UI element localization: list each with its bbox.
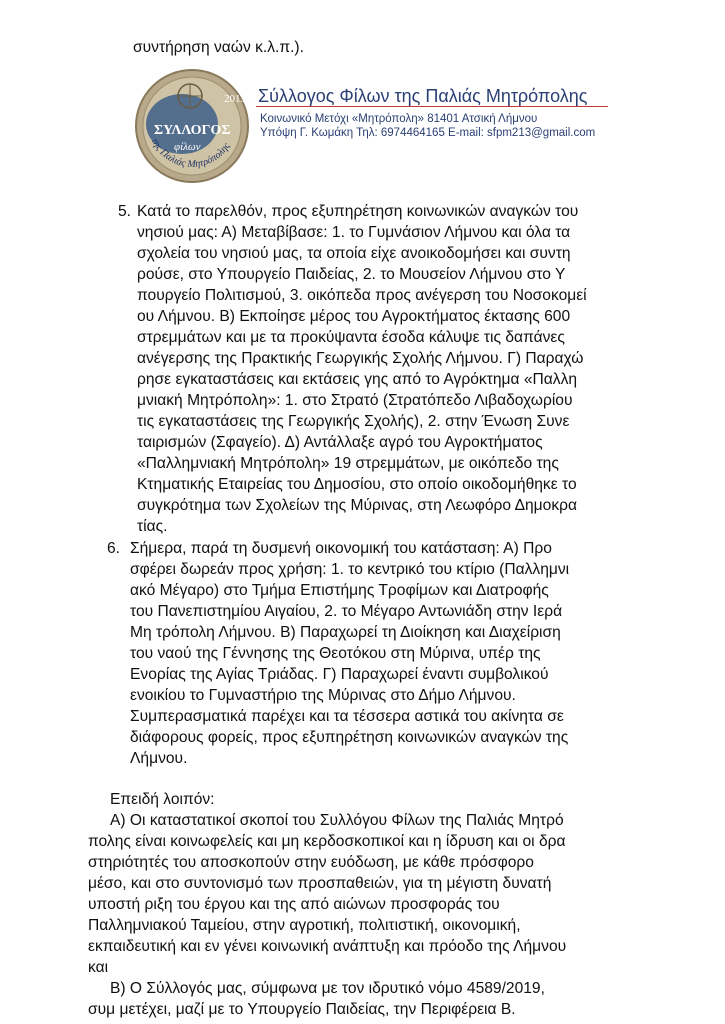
since-heading: Επειδή λοιπόν: [110,791,215,808]
item-5-line: ανέγερσης της Πρακτικής Γεωργικής Σχολής Λήμνου. Γ) Παραχώ [137,350,584,367]
association-seal-icon [132,66,252,186]
item-5-line: νησιού μας: Α) Μεταβίβασε: 1. το Γυμνάσιον Λήμνου και όλα τα [137,224,571,241]
item-5-line: «Παλλημνιακή Μητρόπολη» 19 στρεμμάτων, με οικόπεδο της [137,455,559,472]
seal-year: 2013 [224,93,246,105]
item-6-number: 6. [107,540,121,557]
item-6-line: ακό Μέγαρο) στο Τμήμα Επιστήμης Τροφίμων και Διατροφής [130,582,549,599]
item-6-line: ενοικίου το Γυμναστήριο της Μύρινας στο Δήμο Λήμνου. [130,687,516,704]
item-5-line: τίας. [137,518,168,535]
item-5-line: ρούσε, στο Υπουργείο Παιδείας, 2. το Μουσείον Λήμνου στο Υ [137,266,566,283]
item-6-line: Μη τρόπολη Λήμνου. Β) Παραχωρεί τη Διοίκηση και Διαχείριση [130,624,561,641]
item-6-line: του Πανεπιστημίου Αιγαίου, 2. το Μέγαρο Αντωνιάδη στην Ιερά [130,603,563,620]
org-name: Σύλλογος Φίλων της Παλιάς Μητρόπολης [258,86,588,106]
seal-word: ΣΥΛΛΟΓΟΣ [154,123,231,138]
item-5-line: σχολεία του νησιού μας, τα οποία είχε ανοικοδομήσει και συντη [137,245,571,262]
item-5-line: πουργείο Πολιτισμού, 3. οικόπεδα προς ανέγερση του Νοσοκομεί [137,287,587,304]
letterhead-divider [256,106,608,107]
item-5-line: συγκρότημα των Σχολείων της Μύρινας, στη Λεωφόρο Δημοκρα [137,497,577,514]
item-5-line: ταιρισμών (Σφαγείο). Δ) Αντάλλαξε αγρό του Αγροκτήματος [137,434,543,451]
item-6-line: Σήμερα, παρά τη δυσμενή οικονομική του κατάσταση: Α) Προ [130,540,552,557]
item-6-line: Ενορίας της Αγίας Τριάδας. Γ) Παραχωρεί έναντι συμβολικού [130,666,549,683]
item-5-line: Κτηματικής Εταιρείας του Δημοσίου, στο οποίο οικοδομήθηκε το [137,476,577,493]
item-5-line: τις εγκαταστάσεις της Γεωργικής Σχολής), 2. στην Ένωση Συνε [137,413,570,430]
item-5-line: μνιακή Μητρόπολη»: 1. στο Στρατό (Στρατόπεδο Λιβαδοχωρίου [137,392,573,409]
paragraph-a-line: μέσο, και στο συντονισμό των προσπαθειών, για τη μέγιστη δυνατή [88,875,552,892]
item-6-line: Συμπερασματικά παρέχει και τα τέσσερα αστικά του ακίνητα σε [130,708,564,725]
continuation-line: συντήρηση ναών κ.λ.π.). [133,39,304,56]
paragraph-a-line: Παλλημνιακού Ταμείου, στην αγροτική, πολιτιστική, οικονομική, [88,917,521,934]
item-5-number: 5. [118,203,132,220]
item-6-line: του ναού της Γέννησης της Θεοτόκου στη Μύρινα, υπέρ της [130,645,541,662]
paragraph-a-line: υποστή ριξη του έργου και της από αιώνων προσφοράς του [88,896,500,913]
org-contact: Υπόψη Γ. Κωμάκη Τηλ: 6974464165 E-mail: sfpm213@gmail.com [260,127,596,139]
item-5-line: ρησε εγκαταστάσεις και εκτάσεις γης από το Αγρόκτημα «Παλλη [137,371,578,388]
org-address: Κοινωνικό Μετόχι «Μητρόπολη» 81401 Ατσική Λήμνου [260,113,538,125]
item-6-line: σφέρει δωρεάν προς χρήση: 1. το κεντρικό του κτίριο (Παλλημνι [130,561,570,578]
paragraph-b-line: Β) Ο Σύλλογός μας, σύμφωνα με τον ιδρυτικό νόμο 4589/2019, [110,980,545,997]
paragraph-b-line: συμ μετέχει, μαζί με το Υπουργείο Παιδείας, την Περιφέρεια Β. [88,1001,516,1018]
item-5-line: Κατά το παρελθόν, προς εξυπηρέτηση κοινωνικών αναγκών του [137,203,579,220]
paragraph-a-line: πολης είναι κοινωφελείς και μη κερδοσκοπικοί και η ίδρυση και οι δρα [88,833,566,850]
paragraph-a-line: και [88,959,109,976]
item-5-line: ου Λήμνου. Β) Εκποίησε μέρος του Αγροκτήματος έκτασης 600 [137,308,571,325]
paragraph-a-line: Α) Οι καταστατικοί σκοποί του Συλλόγου Φίλων της Παλιάς Μητρό [110,812,564,829]
item-6-line: Λήμνου. [130,750,188,767]
paragraph-a-line: στηριότητές του αποσκοπούν στην ευόδωση, με κάθε πρόσφορο [88,854,534,871]
item-6-line: διάφορους φορείς, προς εξυπηρέτηση κοινωνικών αναγκών της [130,729,569,746]
item-5-line: στρεμμάτων και με τα προκύψαντα έσοδα κάλυψε τις δαπάνες [137,329,565,346]
paragraph-a-line: εκπαιδευτική και εν γένει κοινωνική ανάπτυξη και πρόοδο της Λήμνου [88,938,567,955]
seal-sub: φίλων [174,141,201,153]
seal-ring-text: της Παλιάς Μητρόπολης [148,136,233,170]
